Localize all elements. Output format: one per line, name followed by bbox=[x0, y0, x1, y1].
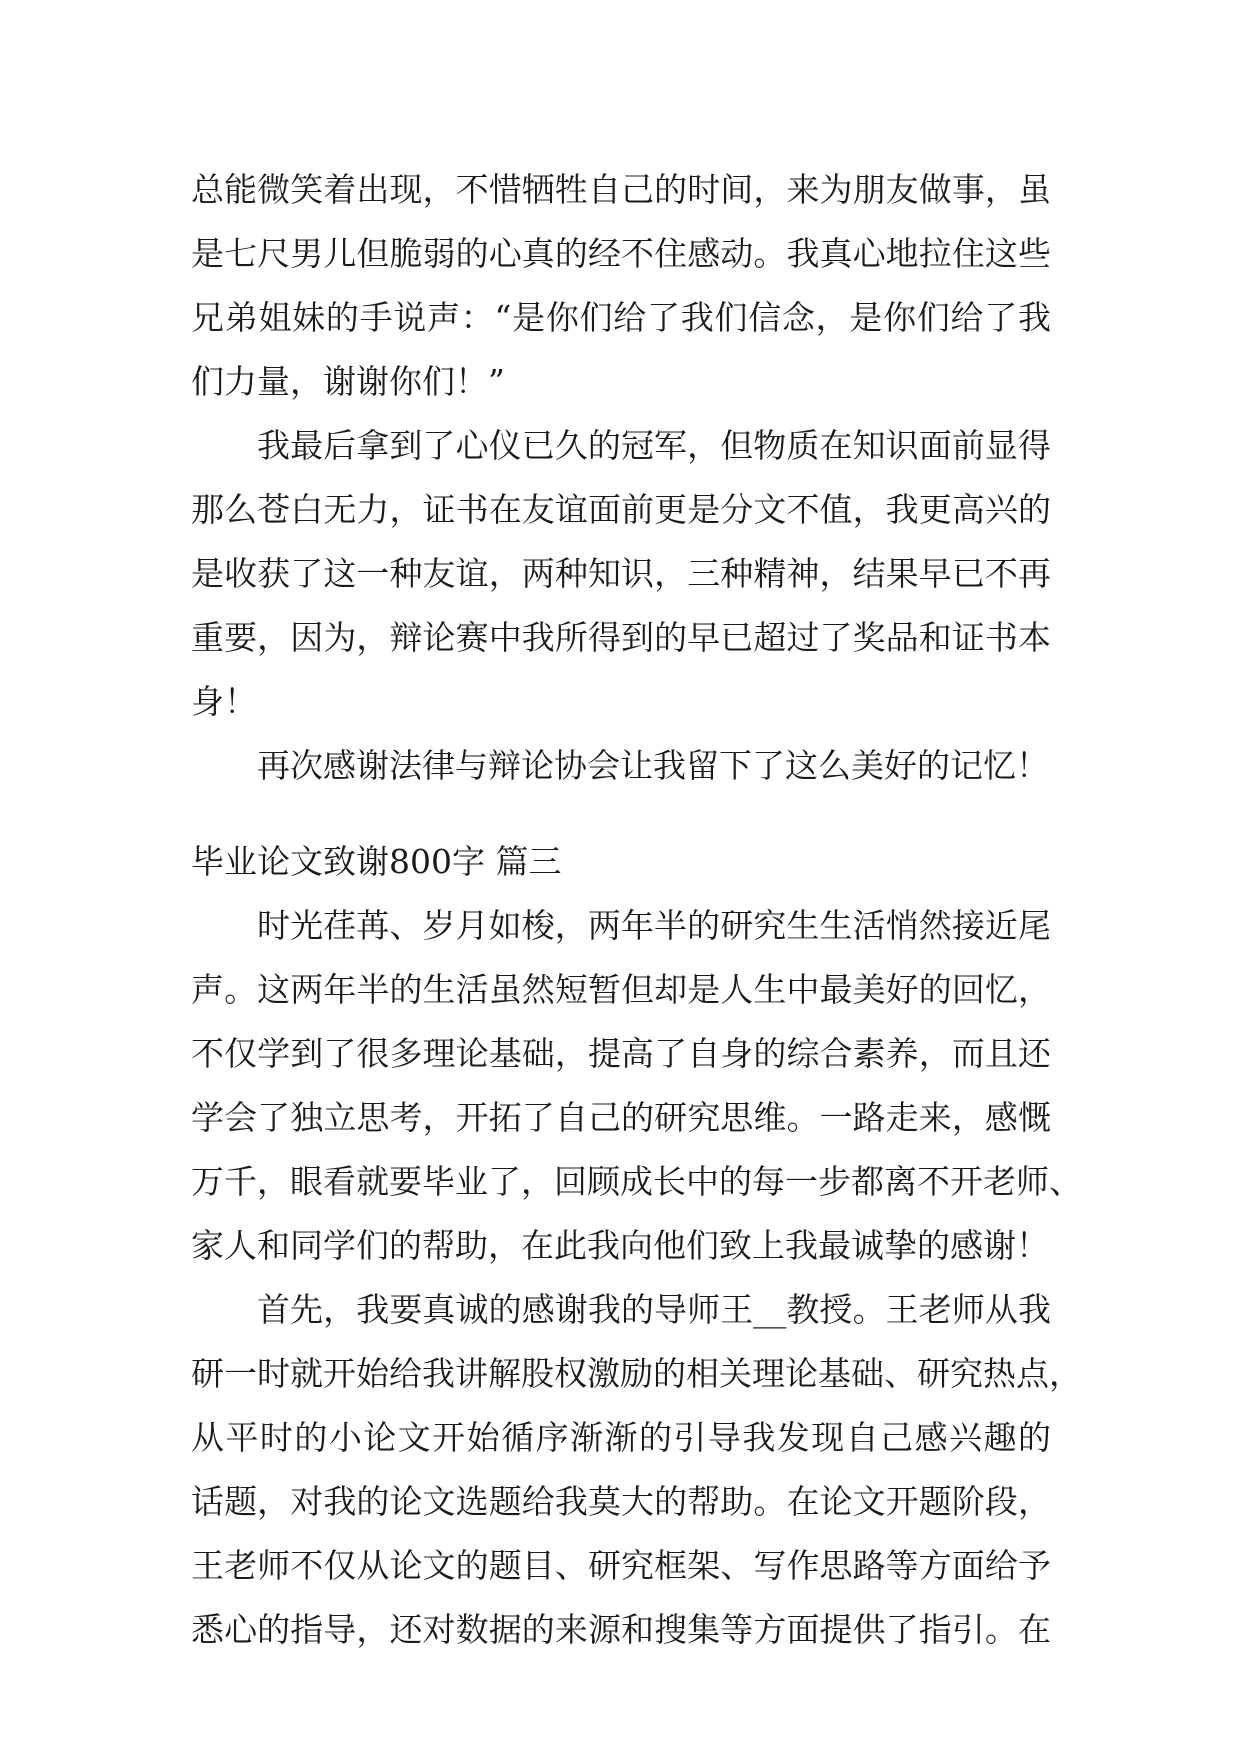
text-line: 从平时的小论文开始循序渐渐的引导我发现自己感兴趣的 bbox=[191, 1418, 1051, 1457]
text-line: 声。这两年半的生活虽然短暂但却是人生中最美好的回忆， bbox=[191, 970, 1051, 1009]
text-line: 重要，因为，辩论赛中我所得到的早已超过了奖品和证书本 bbox=[191, 618, 1051, 657]
text-line: 那么苍白无力，证书在友谊面前更是分文不值，我更高兴的 bbox=[191, 490, 1051, 529]
text-line: 我最后拿到了心仪已久的冠军，但物质在知识面前显得 bbox=[257, 426, 1051, 465]
paragraph-thanks-association bbox=[191, 734, 1051, 798]
text-line: 学会了独立思考，开拓了自己的研究思维。一路走来，感慨 bbox=[191, 1098, 1051, 1137]
text-line: 们力量，谢谢你们！” bbox=[191, 362, 505, 401]
section-spacer bbox=[191, 798, 1051, 830]
text-line: 总能微笑着出现，不惜牺牲自己的时间，来为朋友做事，虽 bbox=[191, 170, 1051, 209]
text-line: 悉心的指导，还对数据的来源和搜集等方面提供了指引。在 bbox=[191, 1610, 1051, 1649]
text-line: 王老师不仅从论文的题目、研究框架、写作思路等方面给予 bbox=[191, 1546, 1051, 1585]
text-line: 兄弟姐妹的手说声：“是你们给了我们信念，是你们给了我 bbox=[191, 298, 1051, 337]
paragraph-championship bbox=[191, 414, 1051, 734]
text-line: 身！ bbox=[191, 682, 257, 721]
text-line: 再次感谢法律与辩论协会让我留下了这么美好的记忆！ bbox=[257, 746, 1049, 785]
text-line: 万千，眼看就要毕业了，回顾成长中的每一步都离不开老师、 bbox=[191, 1162, 1082, 1201]
text-line: 不仅学到了很多理论基础，提高了自身的综合素养，而且还 bbox=[191, 1034, 1051, 1073]
text-line: 是收获了这一种友谊，两种知识，三种精神，结果早已不再 bbox=[191, 554, 1051, 593]
document-page bbox=[191, 158, 1082, 1662]
paragraph-thanks-advisor bbox=[191, 1278, 1082, 1662]
text-line: 家人和同学们的帮助，在此我向他们致上我最诚挚的感谢！ bbox=[191, 1226, 1049, 1265]
text-line: 是七尺男儿但脆弱的心真的经不住感动。我真心地拉住这些 bbox=[191, 234, 1051, 273]
paragraph-thanks-friends bbox=[191, 158, 1051, 414]
text-line: 话题，对我的论文选题给我莫大的帮助。在论文开题阶段， bbox=[191, 1482, 1051, 1521]
text-line: 研一时就开始给我讲解股权激励的相关理论基础、研究热点， bbox=[191, 1354, 1082, 1393]
section-heading: 毕业论文致谢800字 篇三 bbox=[191, 842, 562, 881]
text-line: 时光荏苒、岁月如梭，两年半的研究生生活悄然接近尾 bbox=[257, 906, 1051, 945]
text-line: 首先，我要真诚的感谢我的导师王__教授。王老师从我 bbox=[257, 1290, 1051, 1329]
paragraph-graduate-life bbox=[191, 894, 1082, 1278]
